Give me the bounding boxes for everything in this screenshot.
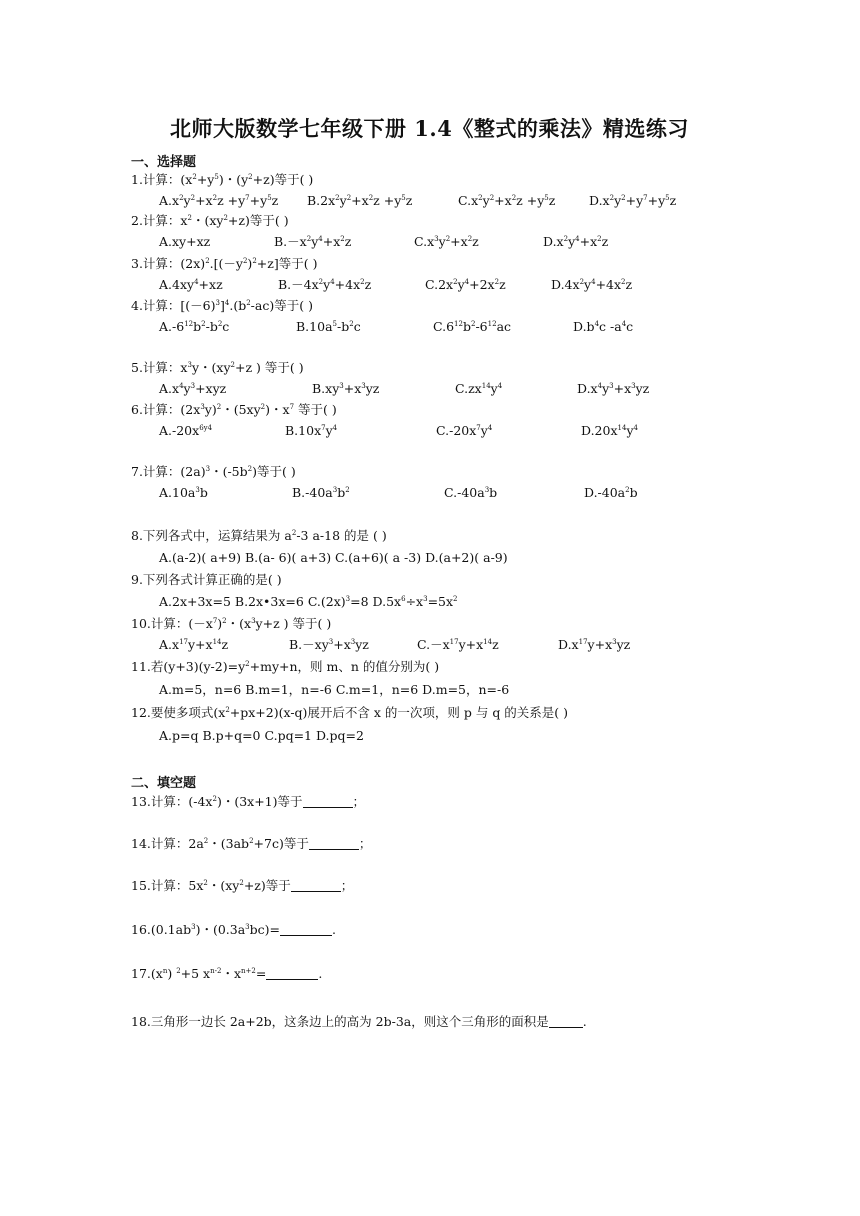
question-13: 13.计算：$(-4x^2)$・(3x+1)等于 ；: [131, 794, 366, 809]
option-5a: $A.x^4y^3+xyz$: [159, 381, 227, 396]
question-9: 9.下列各式计算正确的是( ): [131, 572, 282, 587]
option-1b: $B.2x^2y^2+x^2z +y^5z$: [307, 193, 413, 208]
answer-blank-13[interactable]: [303, 795, 353, 808]
question-13-text: 13.计算：$(-4x^2)$・(3x+1)等于: [131, 794, 303, 809]
question-11: 11.若$(y+3)(y-2)=y^2+my+n$，则 m、n 的值分别为( ): [131, 659, 440, 674]
question-8: 8.下列各式中，运算结果为 $a^2-3$ a-18 的是 ( ): [131, 528, 387, 543]
question-6: 6.计算：$(2x^3y)^2$・$(5xy^2)$・$x^7$ 等于( ): [131, 402, 337, 417]
option-1d: $D.x^2y^2+y^7+y^5z$: [589, 193, 677, 208]
option-10c: $C.-x^{17}y+x^{14}z$: [417, 637, 499, 652]
question-5: 5.计算：$x^3y$・($xy^2+z$ ) 等于( ): [131, 360, 304, 375]
question-16: $16.(0.1ab^3)$・$(0.3a^3bc)=$ .: [131, 922, 336, 937]
section-heading-choice: 一、选择题: [131, 155, 197, 170]
option-5c: $C.zx^{14}y^4$: [455, 381, 503, 396]
question-14: 14.计算：$2a^2$・$(3ab^2+7c)$等于 ；: [131, 836, 372, 851]
option-6c: $C.-20x^7y^4$: [436, 423, 493, 438]
question-14-text: 14.计算：$2a^2$・$(3ab^2+7c)$等于: [131, 836, 309, 851]
option-3b: $B.-4x^2y^4+4x^2z$: [278, 277, 372, 292]
question-15-text: 15.计算：$5x^2$・$(xy^2+z)$等于: [131, 878, 291, 893]
option-4b: $B.10a^5-b^2c$: [296, 319, 361, 334]
option-10a: $A.x^{17}y+x^{14}z$: [159, 637, 229, 652]
options-8: A.(a-2)( a+9) B.(a- 6)( a+3) C.(a+6)( a -3) D.(a+2)( a-9): [159, 550, 508, 565]
page-title: 北师大版数学七年级下册 1.4《整式的乘法》精选练习: [170, 116, 689, 141]
answer-blank-14[interactable]: [309, 837, 359, 850]
option-5d: $D.x^4y^3+x^3yz$: [577, 381, 650, 396]
option-6d: $D.20x^{14}y^4$: [581, 423, 638, 438]
option-10d: $D.x^{17}y+x^3yz$: [558, 637, 631, 652]
option-1a: $A.x^2y^2+x^2z +y^7+y^5z$: [159, 193, 279, 208]
question-2: 2.计算：$x^2$・$(xy^2+z)$等于( ): [131, 213, 289, 228]
question-3: 3.计算：$(2x)^2.[(-y^2)^2+z]$等于( ): [131, 256, 318, 271]
question-12: 12.要使多项式$(x^2+px+2)(x-q)$展开后不含 x 的一次项，则 p 与 q 的关系是( ): [131, 705, 569, 720]
option-6a: $A.-20x^{6y4}$: [159, 423, 213, 438]
option-3c: $C.2x^2y^4+2x^2z$: [425, 277, 506, 292]
question-17-text: $17.(x^n)$ $^2$+5 $x^{n-2}$・$x^{n+2}=$: [131, 966, 267, 981]
section-heading-fill: 二、填空题: [131, 776, 197, 791]
options-11: A.m=5，n=6 B.m=1，n=-6 C.m=1，n=6 D.m=5，n=-6: [159, 682, 510, 697]
option-2d: $D.x^2y^4+x^2z$: [543, 234, 609, 249]
answer-blank-16[interactable]: [280, 923, 332, 936]
option-7b: $B.-40a^3b^2$: [292, 485, 350, 500]
option-7a: $A.10a^3b$: [159, 485, 208, 500]
option-4c: $C.6^{12}b^2-6^{12}ac$: [433, 319, 512, 334]
option-3d: $D.4x^2y^4+4x^2z$: [551, 277, 633, 292]
question-7: 7.计算：$(2a)^3$・$(-5b^2)$等于( ): [131, 464, 296, 479]
option-7d: $D.-40a^2b$: [584, 485, 638, 500]
question-1: 1.计算：$(x^2+y^5)$・$(y^2+z)$等于( ): [131, 172, 314, 187]
option-2b: $B.-x^2y^4+x^2z$: [274, 234, 352, 249]
option-6b: $B.10x^7y^4$: [285, 423, 338, 438]
options-12: A.p=q B.p+q=0 C.pq=1 D.pq=2: [159, 728, 364, 743]
answer-blank-17[interactable]: [266, 967, 318, 980]
question-16-text: $16.(0.1ab^3)$・$(0.3a^3bc)=$: [131, 922, 280, 937]
question-4: 4.计算：$[(-6)^3]^4.(b^2-ac)$等于( ): [131, 298, 313, 313]
question-17: $17.(x^n)$ $^2$+5 $x^{n-2}$・$x^{n+2}=$ .: [131, 966, 323, 981]
question-18: 18.三角形一边长 2a+2b，这条边上的高为 2b-3a，则这个三角形的面积是 .: [131, 1014, 587, 1029]
option-1c: $C.x^2y^2+x^2z +y^5z$: [458, 193, 556, 208]
answer-blank-15[interactable]: [291, 879, 341, 892]
option-10b: $B.-xy^3+x^3yz$: [289, 637, 369, 652]
question-10: 10.计算：$(-x^7)^2$・($x^3y+z$ ) 等于( ): [131, 616, 332, 631]
option-4a: $A.-6^{12}b^2-b^2c$: [159, 319, 230, 334]
option-5b: $B.xy^3+x^3yz$: [312, 381, 380, 396]
answer-blank-18[interactable]: [549, 1015, 583, 1028]
options-9: A.2x+3x=5 B.2x•3x=6 $C.(2x)^3=8$ $D.5x^6\div x^3=5x^2$: [159, 594, 458, 609]
question-15: 15.计算：$5x^2$・$(xy^2+z)$等于 ；: [131, 878, 354, 893]
option-7c: $C.-40a^3b$: [444, 485, 498, 500]
option-2a: A.xy+xz: [159, 234, 211, 249]
option-3a: $A.4xy^4+xz$: [159, 277, 223, 292]
question-18-text: 18.三角形一边长 2a+2b，这条边上的高为 2b-3a，则这个三角形的面积是: [131, 1014, 549, 1029]
option-2c: $C.x^3y^2+x^2z$: [414, 234, 479, 249]
option-4d: $D.b^4c$ $-a^4c$: [573, 319, 634, 334]
